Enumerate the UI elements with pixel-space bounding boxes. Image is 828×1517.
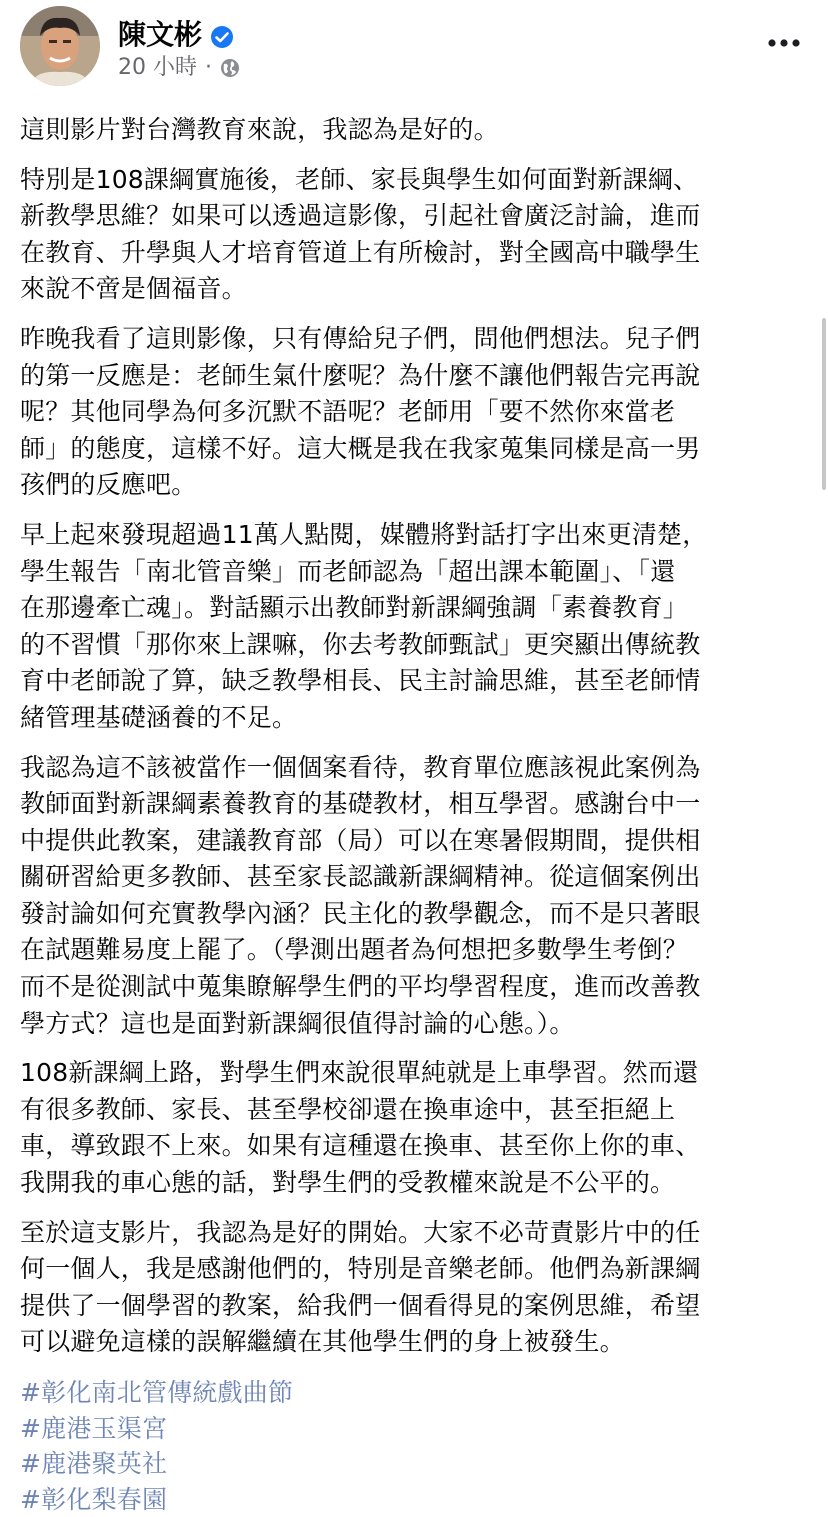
post-header — [20, 6, 810, 88]
post-paragraph-6: 108新課綱上路，對學生們來說很單純就是上車學習。然而還 有很多教師、家長、甚至學校卻還在換車途中，甚至拒絕上 車，導致跟不上來。如果有這種還在換車、甚至你上你的車、 我開我的車心態的話，對學生們的受教權來說是不公平的。 — [20, 1055, 810, 1201]
post-paragraph-7: 至於這支影片，我認為是好的開始。大家不必苛責影片中的任 何一個人，我是感謝他們的，特別是音樂老師。他們為新課綱 提供了一個學習的教案，給我們一個看得見的案例思維，希望 可以避免這樣的誤解繼續在其他學生們的身上被發生。 — [20, 1215, 810, 1361]
author-name-row — [118, 18, 234, 52]
avatar[interactable] — [20, 6, 100, 86]
meta-separator: · — [205, 54, 212, 82]
hashtag-link[interactable]: #彰化南北管傳統戲曲節 — [20, 1375, 810, 1411]
hashtag-link[interactable]: #彰化梨春園 — [20, 1482, 810, 1517]
post-body — [20, 112, 810, 1517]
post-paragraph-1: 這則影片對台灣教育來說，我認為是好的。 — [20, 112, 810, 149]
author-name[interactable]: 陳文彬 — [118, 18, 202, 52]
post-paragraph-4: 早上起來發現超過11萬人點閱，媒體將對話打字出來更清楚， 學生報告「南北管音樂」而老師認為「超出課本範圍」、「還 在那邊牽亡魂」。對話顯示出教師對新課綱強調「素養教育」 的不習慣「那你來上課嘛，你去考教師甄試」更突顯出傳統教 育中老師說了算，缺乏教學相長、民主討論思維，甚至老師情 緒管理基礎涵養的不足。 — [20, 517, 810, 737]
post-timestamp[interactable]: 20 小時 — [118, 54, 197, 82]
post-paragraph-5: 我認為這不該被當作一個個案看待，教育單位應該視此案例為 教師面對新課綱素養教育的基礎教材，相互學習。感謝台中一 中提供此教案，建議教育部（局）可以在寒暑假期間，提供相 關研習給更多教師、甚至家長認識新課綱精神。從這個案例出 發討論如何充實教學內涵？民主化的教學觀念，而不是只著眼 在試題難易度上罷了。（學測出題者為何想把多數學生考倒？ 而不是從測試中蒐集瞭解學生們的平均學習程度，進而改善教 學方式？這也是面對新課綱很值得討論的心態。）。 — [20, 750, 810, 1043]
hashtag-link[interactable]: #鹿港玉渠宮 — [20, 1411, 810, 1447]
scrollbar[interactable] — [822, 318, 826, 490]
post-meta — [118, 54, 240, 82]
verified-badge-icon — [210, 23, 234, 47]
post-paragraph-2: 特別是108課綱實施後，老師、家長與學生如何面對新課綱、 新教學思維？如果可以透過這影像，引起社會廣泛討論，進而 在教育、升學與人才培育管道上有所檢討，對全國高中職學生 來說不啻是個福音。 — [20, 162, 810, 308]
more-options-icon[interactable] — [764, 28, 804, 58]
hashtag-list — [20, 1375, 810, 1517]
post-paragraph-3: 昨晚我看了這則影像，只有傳給兒子們，問他們想法。兒子們 的第一反應是：老師生氣什麼呢？為什麼不讓他們報告完再說 呢？其他同學為何多沉默不語呢？老師用「要不然你來當老 師」的態度，這樣不好。這大概是我在我家蒐集同樣是高一男 孩們的反應吧。 — [20, 321, 810, 504]
hashtag-link[interactable]: #鹿港聚英社 — [20, 1446, 810, 1482]
globe-icon — [220, 58, 240, 78]
